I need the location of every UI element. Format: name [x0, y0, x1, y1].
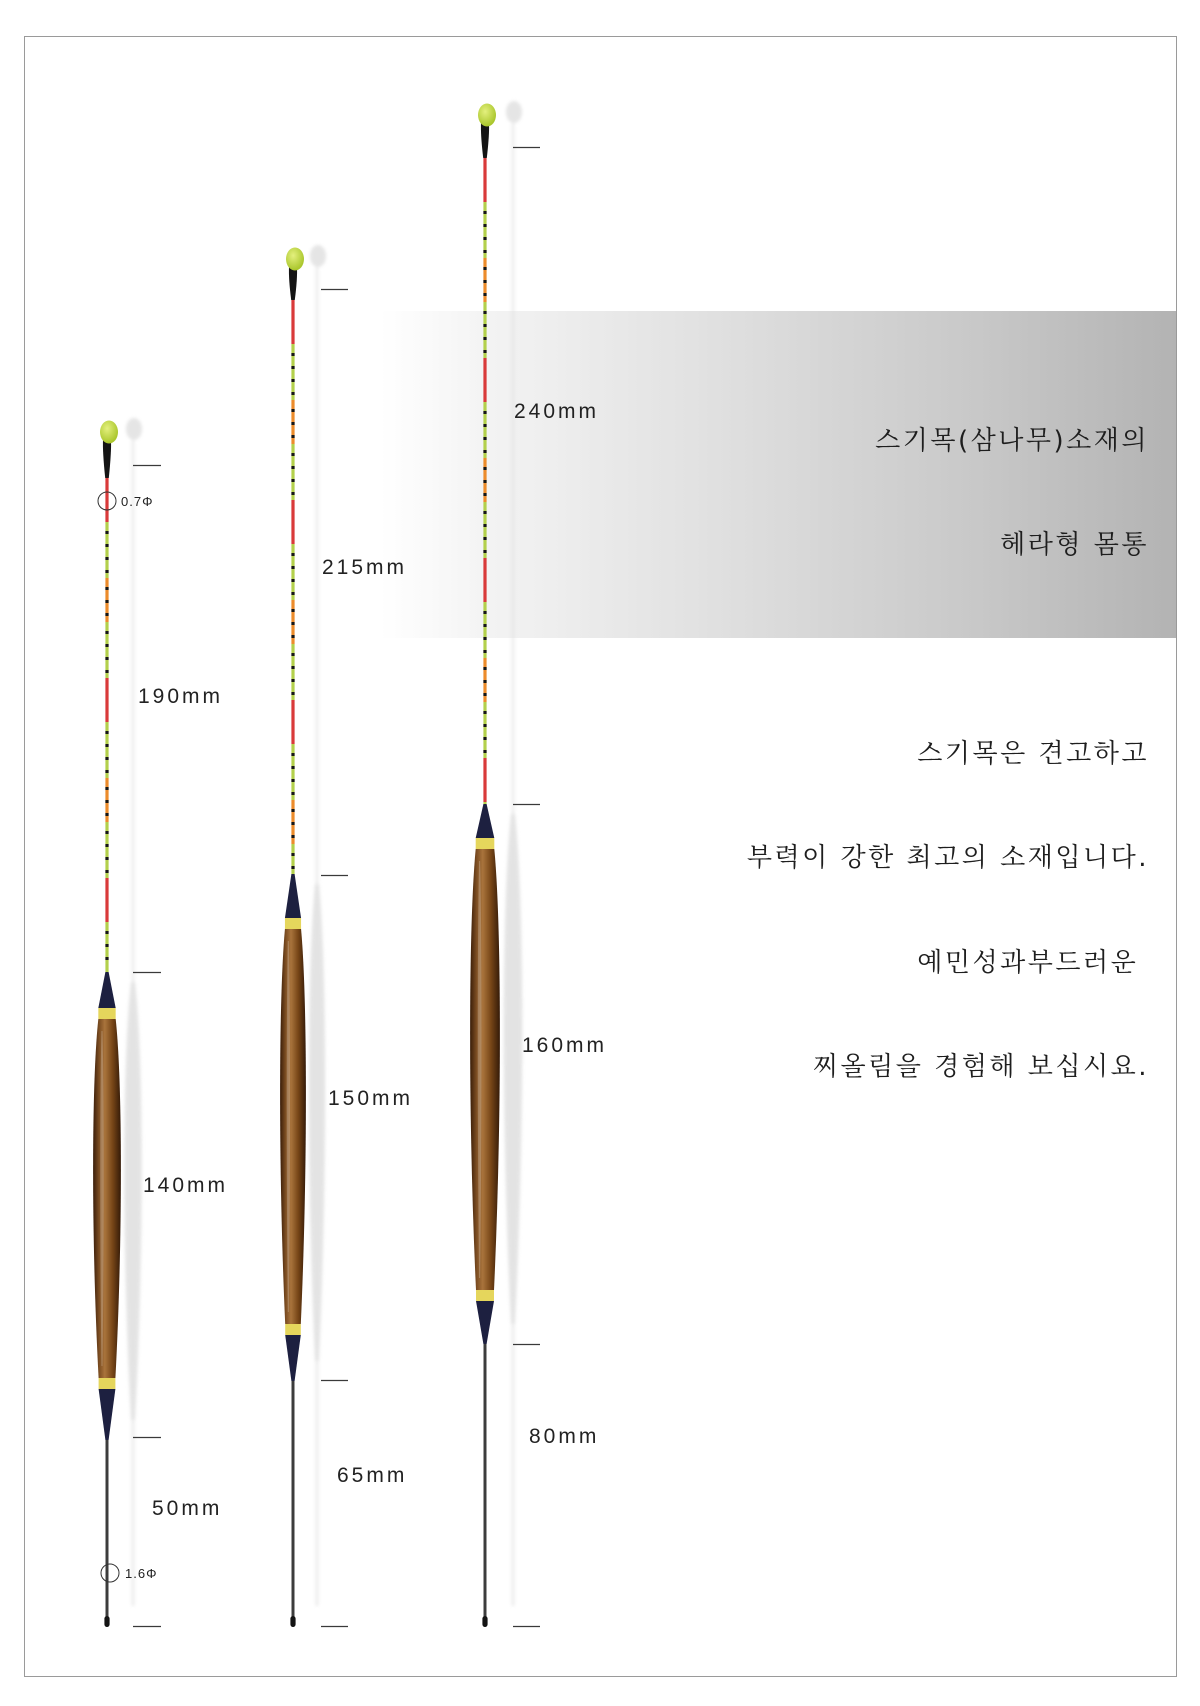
antenna-segment — [483, 502, 486, 558]
float-1 — [93, 418, 161, 1627]
description-body-line: 찌올림을 경험해 보십시요. — [812, 1051, 1149, 1082]
float-2-antenna-length-label: 215mm — [322, 556, 408, 579]
tip-diameter-label: 0.7Φ — [121, 494, 154, 509]
float-3-antenna — [483, 158, 486, 804]
antenna-segment — [105, 522, 108, 578]
body-top-cone — [98, 972, 115, 1008]
antenna-stripe — [291, 592, 294, 595]
antenna-stripe — [483, 467, 486, 470]
float-1-reflection — [124, 418, 142, 1606]
antenna-stripe — [291, 635, 294, 638]
antenna-stripe — [105, 531, 108, 534]
antenna-stripe — [483, 493, 486, 496]
body-bottom-band — [285, 1324, 301, 1335]
antenna-segment — [483, 802, 486, 804]
antenna-segment — [105, 678, 108, 722]
antenna-stripe — [483, 311, 486, 314]
antenna-stripe — [291, 553, 294, 556]
antenna-stripe — [291, 492, 294, 495]
antenna-segment — [483, 558, 486, 602]
antenna-stripe — [291, 853, 294, 856]
antenna-segment — [291, 700, 294, 744]
antenna-stripe — [483, 350, 486, 353]
antenna-stripe — [105, 657, 108, 660]
antenna-stripe — [291, 835, 294, 838]
antenna-stripe — [105, 544, 108, 547]
antenna-stripe — [291, 353, 294, 356]
antenna-stripe — [483, 611, 486, 614]
float-2-body-length-label: 150mm — [328, 1087, 414, 1110]
stem-end — [482, 1616, 487, 1627]
antenna-stripe — [105, 870, 108, 873]
float-3-reflection — [504, 101, 523, 1606]
reflection-tip — [506, 101, 522, 123]
antenna-segment — [483, 702, 486, 758]
stem-end — [290, 1616, 295, 1627]
antenna-stripe — [483, 424, 486, 427]
body-top-band — [476, 838, 495, 849]
antenna-stripe — [483, 511, 486, 514]
antenna-segment — [105, 822, 108, 878]
antenna-stripe — [105, 587, 108, 590]
antenna-segment — [483, 402, 486, 458]
antenna-stripe — [291, 766, 294, 769]
antenna-stripe — [483, 550, 486, 553]
antenna-stripe — [483, 337, 486, 340]
antenna-stripe — [483, 450, 486, 453]
antenna-segment — [291, 844, 294, 874]
antenna-stripe — [291, 479, 294, 482]
float-1-antenna — [105, 478, 108, 972]
antenna-stripe — [105, 857, 108, 860]
antenna-stripe — [483, 650, 486, 653]
antenna-stripe — [105, 731, 108, 734]
antenna-segment — [105, 722, 108, 778]
antenna-stripe — [291, 392, 294, 395]
antenna-stripe — [483, 624, 486, 627]
description-body-line: 스기목은 견고하고 — [917, 738, 1149, 769]
antenna-stripe — [105, 831, 108, 834]
float-1-antenna-length-label: 190mm — [138, 685, 224, 708]
float-2 — [280, 245, 348, 1627]
float-1-stem-length-label: 50mm — [152, 1497, 223, 1520]
antenna-stripe — [483, 693, 486, 696]
antenna-stripe — [105, 957, 108, 960]
antenna-stripe — [105, 570, 108, 573]
antenna-stripe — [483, 280, 486, 283]
body-bottom-band — [476, 1290, 494, 1301]
floats-layer — [93, 101, 540, 1627]
float-3-stem — [482, 1344, 487, 1627]
float-2-stem — [290, 1381, 295, 1627]
antenna-stripe — [291, 622, 294, 625]
antenna-stripe — [291, 792, 294, 795]
float-2-body — [280, 874, 306, 1381]
antenna-stripe — [483, 737, 486, 740]
antenna-stripe — [105, 931, 108, 934]
reflection-body — [309, 884, 325, 1361]
product-description — [747, 354, 1149, 1120]
antenna-stripe — [483, 411, 486, 414]
body-wood — [280, 929, 306, 1324]
body-bottom-band — [99, 1378, 116, 1389]
antenna-stripe — [483, 680, 486, 683]
antenna-stripe — [291, 779, 294, 782]
float-2-antenna — [291, 300, 294, 874]
antenna-segment — [291, 444, 294, 500]
antenna-stripe — [483, 293, 486, 296]
reflection-tip — [310, 245, 326, 267]
antenna-stripe — [105, 757, 108, 760]
float-3-tip-bulb — [478, 104, 496, 127]
reflection-body — [504, 814, 523, 1324]
body-top-band — [285, 918, 301, 929]
antenna-stripe — [105, 644, 108, 647]
antenna-stripe — [105, 844, 108, 847]
body-top-cone — [285, 874, 301, 918]
antenna-stripe — [291, 653, 294, 656]
antenna-stripe — [105, 670, 108, 673]
antenna-stripe — [291, 366, 294, 369]
antenna-segment — [483, 158, 486, 202]
antenna-segment — [291, 344, 294, 400]
float-1-stem — [104, 1440, 109, 1627]
antenna-segment — [105, 622, 108, 678]
antenna-stripe — [291, 379, 294, 382]
float-3-body-length-label: 160mm — [522, 1034, 608, 1057]
body-wood — [93, 1019, 121, 1378]
float-2-reflection — [309, 245, 326, 1606]
antenna-stripe — [483, 637, 486, 640]
float-1-tip-bulb — [100, 421, 118, 444]
antenna-segment — [291, 744, 294, 800]
antenna-stripe — [291, 579, 294, 582]
description-title-line: 헤라형 몸통 — [1000, 529, 1149, 560]
float-2-dimension-ticks — [321, 290, 348, 1627]
float-3-antenna-length-label: 240mm — [514, 400, 600, 423]
antenna-stripe — [291, 453, 294, 456]
antenna-segment — [291, 644, 294, 700]
antenna-stripe — [291, 466, 294, 469]
float-1-body — [93, 972, 121, 1440]
antenna-stripe — [291, 409, 294, 412]
antenna-stripe — [483, 667, 486, 670]
antenna-segment — [105, 478, 108, 522]
antenna-stripe — [291, 666, 294, 669]
antenna-stripe — [291, 753, 294, 756]
antenna-stripe — [291, 809, 294, 812]
description-body-line: 부력이 강한 최고의 소재입니다. — [746, 843, 1149, 874]
antenna-stripe — [483, 750, 486, 753]
antenna-segment — [105, 878, 108, 922]
antenna-segment — [483, 358, 486, 402]
body-bottom-cone — [99, 1389, 116, 1440]
antenna-stripe — [105, 631, 108, 634]
float-2-tip-bulb — [286, 248, 304, 271]
antenna-stripe — [483, 250, 486, 253]
body-top-cone — [476, 804, 495, 838]
float-2-tip-cap — [289, 267, 297, 300]
antenna-stripe — [105, 613, 108, 616]
description-spacer — [747, 632, 1149, 667]
body-bottom-cone — [476, 1301, 494, 1344]
antenna-segment — [483, 302, 486, 358]
body-wood — [470, 849, 500, 1290]
antenna-stripe — [483, 437, 486, 440]
antenna-stripe — [483, 211, 486, 214]
stem-end — [104, 1616, 109, 1627]
antenna-segment — [483, 202, 486, 258]
antenna-stripe — [483, 224, 486, 227]
dimension-labels — [98, 400, 607, 1582]
antenna-segment — [291, 500, 294, 544]
antenna-stripe — [105, 600, 108, 603]
antenna-stripe — [105, 800, 108, 803]
antenna-stripe — [483, 324, 486, 327]
float-3-body — [470, 804, 500, 1344]
antenna-stripe — [291, 422, 294, 425]
float-1-tip-cap — [103, 440, 111, 478]
antenna-segment — [291, 544, 294, 600]
antenna-stripe — [105, 787, 108, 790]
antenna-stripe — [105, 770, 108, 773]
reflection-tip — [126, 418, 142, 440]
antenna-stripe — [483, 711, 486, 714]
body-bottom-cone — [285, 1335, 301, 1381]
antenna-stripe — [105, 744, 108, 747]
antenna-stripe — [291, 822, 294, 825]
antenna-stripe — [291, 866, 294, 869]
antenna-stripe — [483, 724, 486, 727]
antenna-stripe — [483, 524, 486, 527]
stem-diameter-label: 1.6Φ — [125, 1566, 158, 1581]
description-title-line: 스기목(삼나무)소재의 — [875, 425, 1149, 456]
float-3-stem-length-label: 80mm — [529, 1425, 600, 1448]
antenna-stripe — [483, 237, 486, 240]
antenna-stripe — [291, 566, 294, 569]
antenna-stripe — [483, 537, 486, 540]
antenna-segment — [483, 758, 486, 802]
body-top-band — [98, 1008, 115, 1019]
float-1-body-length-label: 140mm — [143, 1174, 229, 1197]
float-2-stem-length-label: 65mm — [337, 1464, 408, 1487]
antenna-stripe — [105, 813, 108, 816]
antenna-segment — [291, 300, 294, 344]
antenna-stripe — [291, 679, 294, 682]
antenna-stripe — [105, 557, 108, 560]
stem-diameter-marker — [101, 1564, 119, 1582]
antenna-segment — [483, 602, 486, 658]
antenna-stripe — [105, 944, 108, 947]
antenna-stripe — [483, 267, 486, 270]
reflection-body — [124, 982, 141, 1420]
antenna-stripe — [291, 609, 294, 612]
float-3 — [470, 101, 540, 1627]
antenna-stripe — [483, 480, 486, 483]
float-3-tip-cap — [481, 123, 489, 158]
description-body-line: 예민성과부드러운 — [917, 947, 1149, 978]
antenna-stripe — [291, 692, 294, 695]
antenna-stripe — [291, 435, 294, 438]
